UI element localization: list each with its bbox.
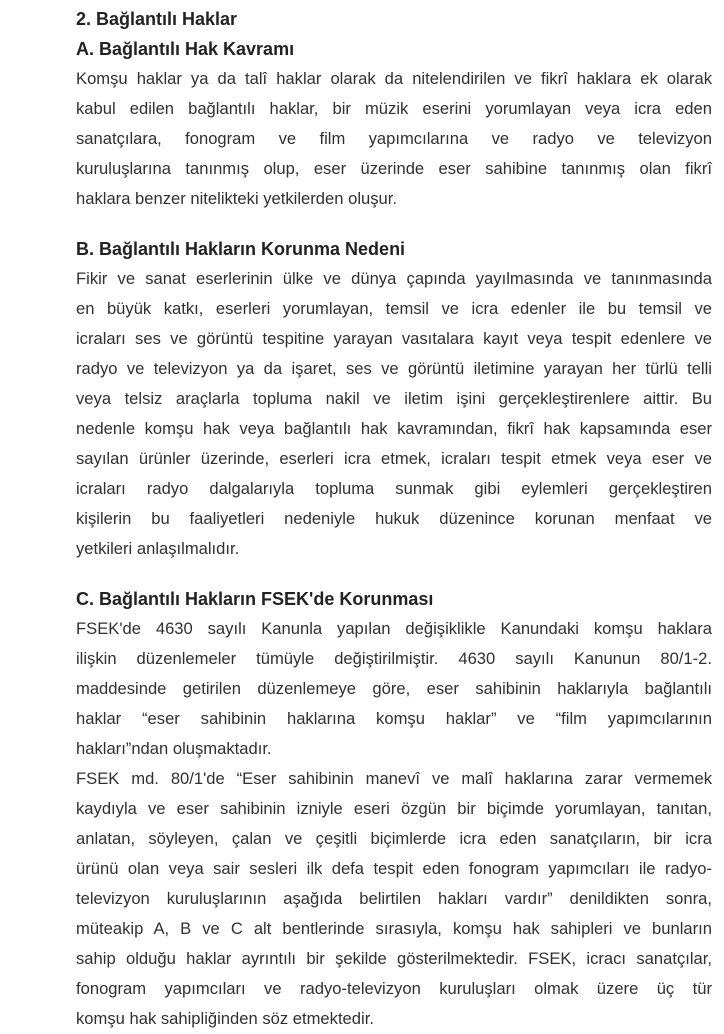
paragraph-line: nedenle komşu hak veya bağlantılı hak kavramından, fikrî hak kapsamında eser bbox=[76, 419, 712, 438]
paragraph-line: fonogram yapımcıları ve radyo-televizyon kuruluşları olmak üzere üç tür bbox=[76, 979, 712, 998]
paragraph-line: kaydıyla ve eser sahibinin izniyle eseri özgün bir biçimde yorumlayan, tanıtan, bbox=[76, 799, 712, 818]
paragraph-line: sanatçılara, fonogram ve film yapımcılarına ve radyo ve televizyon bbox=[76, 129, 712, 148]
section-a bbox=[76, 36, 712, 214]
section-a-heading: A. Bağlantılı Hak Kavramı bbox=[76, 39, 295, 59]
paragraph-line: icraları ses ve görüntü tespitine yarayan vasıtalara kayıt veya tespit edenlere ve bbox=[76, 329, 712, 348]
paragraph-line: sahip olduğu haklar ayrıntılı bir şekilde gösterilmektedir. FSEK, icracı sanatçılar, bbox=[76, 949, 712, 968]
paragraph-line: anlatan, söyleyen, çalan ve çeşitli biçimlerde icra eden sanatçıların, bir icra bbox=[76, 829, 712, 848]
paragraph-line: haklara benzer nitelikteki yetkilerden oluşur. bbox=[76, 189, 397, 208]
paragraph-line: yetkileri anlaşılmalıdır. bbox=[76, 539, 240, 558]
paragraph-line: icraları radyo dalgalarıyla topluma sunmak gibi eylemleri gerçekleştiren bbox=[76, 479, 712, 498]
paragraph-line: hakları”ndan oluşmaktadır. bbox=[76, 739, 272, 758]
section-b-heading: B. Bağlantılı Hakların Korunma Nedeni bbox=[76, 239, 406, 259]
section-2-heading: 2. Bağlantılı Haklar bbox=[76, 9, 238, 29]
section-c-heading: C. Bağlantılı Hakların FSEK'de Korunması bbox=[76, 589, 434, 609]
paragraph-line: radyo ve televizyon ya da işaret, ses ve görüntü iletimine yarayan her türlü telli bbox=[76, 359, 712, 378]
paragraph-line: haklar “eser sahibinin haklarına komşu haklar” ve “film yapımcılarının bbox=[76, 709, 712, 728]
paragraph-line: veya telsiz araçlarla topluma nakil ve iletim işini gerçekleştirenlere aittir. Bu bbox=[76, 389, 712, 408]
paragraph-line: müteakip A, B ve C alt bentlerinde sırasıyla, komşu hak sahipleri ve bunların bbox=[76, 919, 712, 938]
section-c-paragraph bbox=[76, 614, 712, 1034]
paragraph-line: televizyon kuruluşlarının aşağıda belirtilen hakları vardır” denildikten sonra, bbox=[76, 889, 712, 908]
paragraph-line: en büyük katkı, eserleri yorumlayan, temsil ve icra edenler ile bu temsil ve bbox=[76, 299, 712, 318]
paragraph-line: ilişkin düzenlemeler tümüyle değiştirilmiştir. 4630 sayılı Kanunun 80/1-2. bbox=[76, 649, 712, 668]
paragraph-line: kuruluşlarına tanınmış olup, eser üzerinde eser sahibine tanınmış olan fikrî bbox=[76, 159, 712, 178]
section-b-paragraph bbox=[76, 264, 712, 564]
paragraph-line: FSEK md. 80/1'de “Eser sahibinin manevî ve malî haklarına zarar vermemek bbox=[76, 769, 712, 788]
section-c bbox=[76, 586, 712, 1034]
paragraph-line: ürünü olan veya sair sesleri ilk defa tespit eden fonogram yapımcıları ile radyo- bbox=[76, 859, 712, 878]
paragraph-line: sayılan ürünler üzerinde, eserleri icra etmek, icraları tespit etmek veya eser ve bbox=[76, 449, 712, 468]
paragraph-line: komşu hak sahipliğinden söz etmektedir. bbox=[76, 1009, 374, 1028]
paragraph-line: maddesinde getirilen düzenlemeye göre, eser sahibinin haklarıyla bağlantılı bbox=[76, 679, 712, 698]
paragraph-line: FSEK'de 4630 sayılı Kanunla yapılan değişiklikle Kanundaki komşu haklara bbox=[76, 619, 712, 638]
paragraph-line: Komşu haklar ya da talî haklar olarak da nitelendirilen ve fikrî haklara ek olarak bbox=[76, 69, 712, 88]
paragraph-line: kişilerin bu faaliyetleri nedeniyle hukuk düzenince korunan menfaat ve bbox=[76, 509, 712, 528]
document-page bbox=[76, 0, 712, 1034]
section-a-paragraph bbox=[76, 64, 712, 214]
paragraph-line: Fikir ve sanat eserlerinin ülke ve dünya çapında yayılmasında ve tanınmasında bbox=[76, 269, 712, 288]
section-b bbox=[76, 236, 712, 564]
paragraph-line: kabul edilen bağlantılı haklar, bir müzik eserini yorumlayan veya icra eden bbox=[76, 99, 712, 118]
